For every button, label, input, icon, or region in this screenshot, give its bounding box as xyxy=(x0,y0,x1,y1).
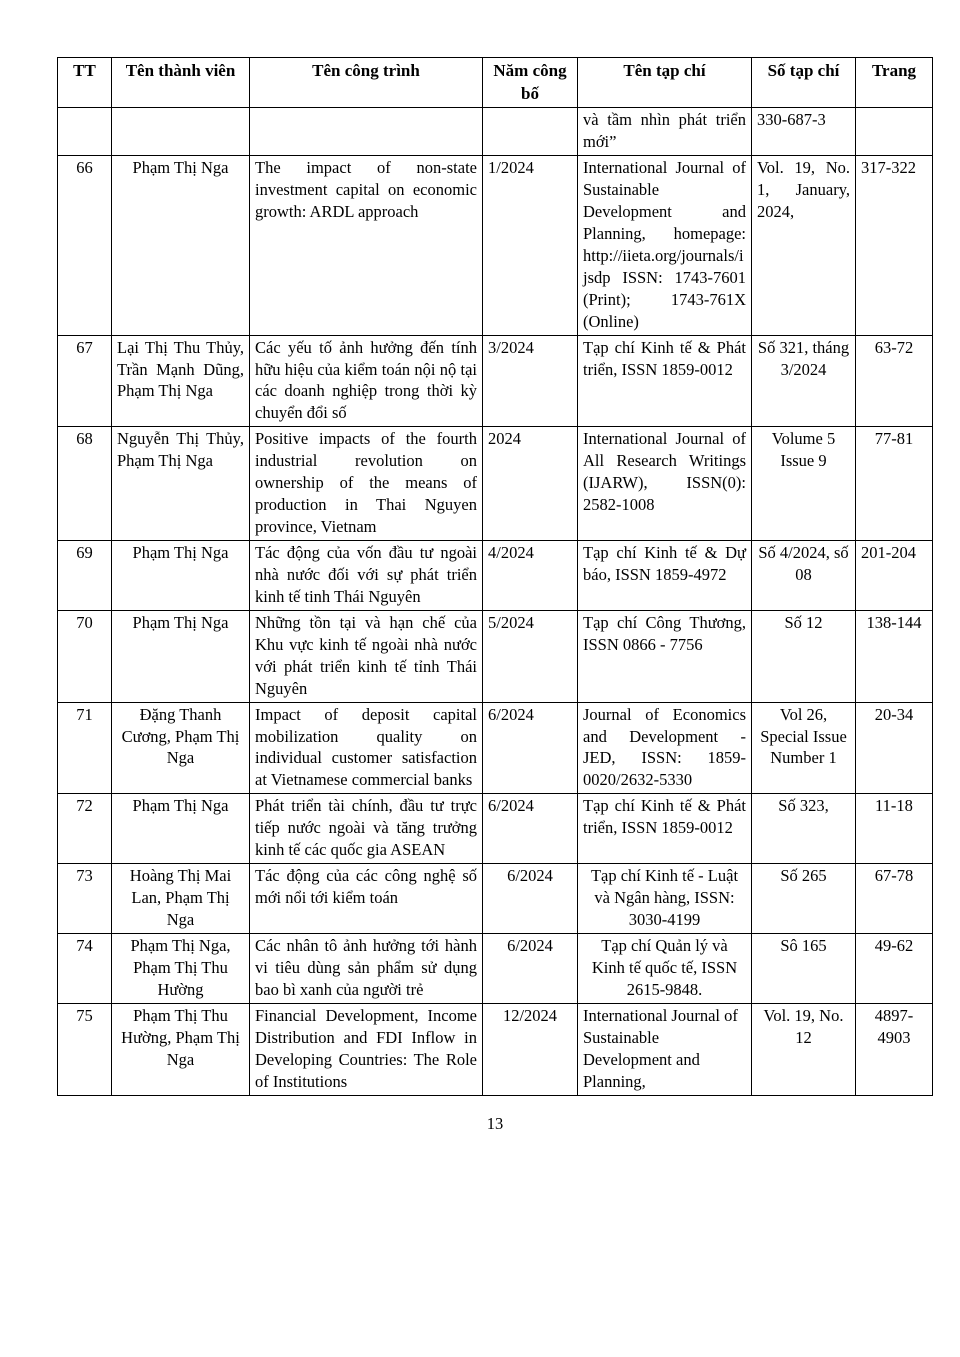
column-header-journal: Tên tạp chí xyxy=(578,58,752,108)
cell-year: 6/2024 xyxy=(483,864,578,934)
cell-journal: Journal of Economics and Development - JED, ISSN: 1859-0020/2632-5330 xyxy=(578,702,752,794)
cell-journal: Tạp chí Kinh tế - Luật và Ngân hàng, ISSN: 3030-4199 xyxy=(578,864,752,934)
cell-year: 6/2024 xyxy=(483,794,578,864)
cell-work: Tác động của vốn đầu tư ngoài nhà nước đối với sự phát triển kinh tế tinh Thái Nguyên xyxy=(250,541,483,611)
cell-year: 6/2024 xyxy=(483,933,578,1003)
column-header-pages: Trang xyxy=(856,58,933,108)
cell-pages: 63-72 xyxy=(856,335,933,427)
table-row xyxy=(58,335,933,427)
cell-year: 4/2024 xyxy=(483,541,578,611)
cell-issue: Số 265 xyxy=(752,864,856,934)
cell-member: Phạm Thị Nga xyxy=(112,794,250,864)
cell-issue: Số 323, xyxy=(752,794,856,864)
cell-year xyxy=(483,108,578,156)
cell-work: Các nhân tô ảnh hưởng tới hành vi tiêu dùng sản phẩm sử dụng bao bì xanh của người trẻ xyxy=(250,933,483,1003)
cell-work: Tác động của các công nghệ số mới nổi tới kiểm toán xyxy=(250,864,483,934)
cell-pages: 49-62 xyxy=(856,933,933,1003)
cell-member: Phạm Thị Nga xyxy=(112,541,250,611)
cell-work: Impact of deposit capital mobilization quality on individual customer satisfaction at Vietnamese commercial banks xyxy=(250,702,483,794)
cell-journal: Tạp chí Quản lý và Kinh tế quốc tế, ISSN 2615-9848. xyxy=(578,933,752,1003)
cell-member: Nguyễn Thị Thủy, Phạm Thị Nga xyxy=(112,427,250,541)
cell-journal: International Journal of Sustainable Development and Planning, xyxy=(578,1003,752,1095)
cell-member: Phạm Thị Nga xyxy=(112,156,250,336)
cell-issue: Vol. 19, No. 1, January, 2024, xyxy=(752,156,856,336)
cell-journal: và tầm nhìn phát triển mới” xyxy=(578,108,752,156)
cell-work: Positive impacts of the fourth industrial revolution on ownership of the means of production in Thai Nguyen province, Vietnam xyxy=(250,427,483,541)
cell-member: Hoàng Thị Mai Lan, Phạm Thị Nga xyxy=(112,864,250,934)
cell-year: 5/2024 xyxy=(483,610,578,702)
cell-tt: 66 xyxy=(58,156,112,336)
cell-member: Phạm Thị Nga xyxy=(112,610,250,702)
cell-pages: 77-81 xyxy=(856,427,933,541)
cell-issue: Số 4/2024, số 08 xyxy=(752,541,856,611)
cell-tt: 71 xyxy=(58,702,112,794)
cell-year: 6/2024 xyxy=(483,702,578,794)
cell-issue: 330-687-3 xyxy=(752,108,856,156)
cell-issue: Số 321, tháng 3/2024 xyxy=(752,335,856,427)
cell-member: Đặng Thanh Cương, Phạm Thị Nga xyxy=(112,702,250,794)
cell-work: Financial Development, Income Distribution and FDI Inflow in Developing Countries: The Role of Institutions xyxy=(250,1003,483,1095)
page-number: 13 xyxy=(486,1113,504,1133)
cell-work xyxy=(250,108,483,156)
cell-tt: 73 xyxy=(58,864,112,934)
table-row xyxy=(58,610,933,702)
cell-tt: 72 xyxy=(58,794,112,864)
cell-year: 1/2024 xyxy=(483,156,578,336)
cell-work: Các yếu tố ảnh hưởng đến tính hữu hiệu của kiểm toán nội nộ tại các doanh nghiệp trong thời kỳ chuyển đổi số xyxy=(250,335,483,427)
cell-work: Những tồn tại và hạn chế của Khu vực kinh tế ngoài nhà nước với phát triển kinh tế tỉnh Thái Nguyên xyxy=(250,610,483,702)
cell-tt: 70 xyxy=(58,610,112,702)
cell-journal: Tạp chí Kinh tế & Phát triển, ISSN 1859-0012 xyxy=(578,794,752,864)
table-body xyxy=(58,108,933,1095)
cell-member: Phạm Thị Nga, Phạm Thị Thu Hường xyxy=(112,933,250,1003)
cell-issue: Vol 26, Special Issue Number 1 xyxy=(752,702,856,794)
cell-pages: 4897-4903 xyxy=(856,1003,933,1095)
cell-issue: Volume 5 Issue 9 xyxy=(752,427,856,541)
table-row xyxy=(58,933,933,1003)
column-header-member: Tên thành viên xyxy=(112,58,250,108)
cell-pages: 67-78 xyxy=(856,864,933,934)
cell-journal: International Journal of Sustainable Development and Planning, homepage: http://iieta.org/journals/ijsdp ISSN: 1743-7601 (Print); 1743-761X (Online) xyxy=(578,156,752,336)
cell-journal: Tạp chí Kinh tế & Dự báo, ISSN 1859-4972 xyxy=(578,541,752,611)
table-row xyxy=(58,156,933,336)
cell-pages: 201-204 xyxy=(856,541,933,611)
table-row xyxy=(58,427,933,541)
cell-pages: 138-144 xyxy=(856,610,933,702)
cell-issue: Số 12 xyxy=(752,610,856,702)
cell-work: Phát triển tài chính, đầu tư trực tiếp nước ngoài và tăng trưởng kinh tế các quốc gia ASEAN xyxy=(250,794,483,864)
cell-work: The impact of non-state investment capital on economic growth: ARDL approach xyxy=(250,156,483,336)
cell-tt: 74 xyxy=(58,933,112,1003)
publications-table xyxy=(57,57,933,1096)
cell-tt: 69 xyxy=(58,541,112,611)
cell-pages: 317-322 xyxy=(856,156,933,336)
cell-year: 3/2024 xyxy=(483,335,578,427)
cell-journal: Tạp chí Kinh tế & Phát triển, ISSN 1859-0012 xyxy=(578,335,752,427)
table-row xyxy=(58,108,933,156)
cell-tt: 68 xyxy=(58,427,112,541)
table-header-row xyxy=(58,58,933,108)
cell-member: Lại Thị Thu Thủy, Trần Mạnh Dũng, Phạm Thị Nga xyxy=(112,335,250,427)
table-row xyxy=(58,702,933,794)
table-row xyxy=(58,794,933,864)
column-header-year: Năm công bố xyxy=(483,58,578,108)
table-row xyxy=(58,541,933,611)
cell-tt xyxy=(58,108,112,156)
cell-issue: Sô 165 xyxy=(752,933,856,1003)
cell-member xyxy=(112,108,250,156)
cell-year: 2024 xyxy=(483,427,578,541)
cell-pages xyxy=(856,108,933,156)
table-row xyxy=(58,864,933,934)
cell-tt: 67 xyxy=(58,335,112,427)
cell-member: Phạm Thị Thu Hường, Phạm Thị Nga xyxy=(112,1003,250,1095)
table-row xyxy=(58,1003,933,1095)
column-header-tt: TT xyxy=(58,58,112,108)
cell-tt: 75 xyxy=(58,1003,112,1095)
cell-pages: 11-18 xyxy=(856,794,933,864)
cell-issue: Vol. 19, No. 12 xyxy=(752,1003,856,1095)
column-header-work: Tên công trình xyxy=(250,58,483,108)
column-header-issue: Số tạp chí xyxy=(752,58,856,108)
cell-pages: 20-34 xyxy=(856,702,933,794)
cell-journal: Tạp chí Công Thương, ISSN 0866 - 7756 xyxy=(578,610,752,702)
cell-year: 12/2024 xyxy=(483,1003,578,1095)
cell-journal: International Journal of All Research Writings (IJARW), ISSN(0): 2582-1008 xyxy=(578,427,752,541)
